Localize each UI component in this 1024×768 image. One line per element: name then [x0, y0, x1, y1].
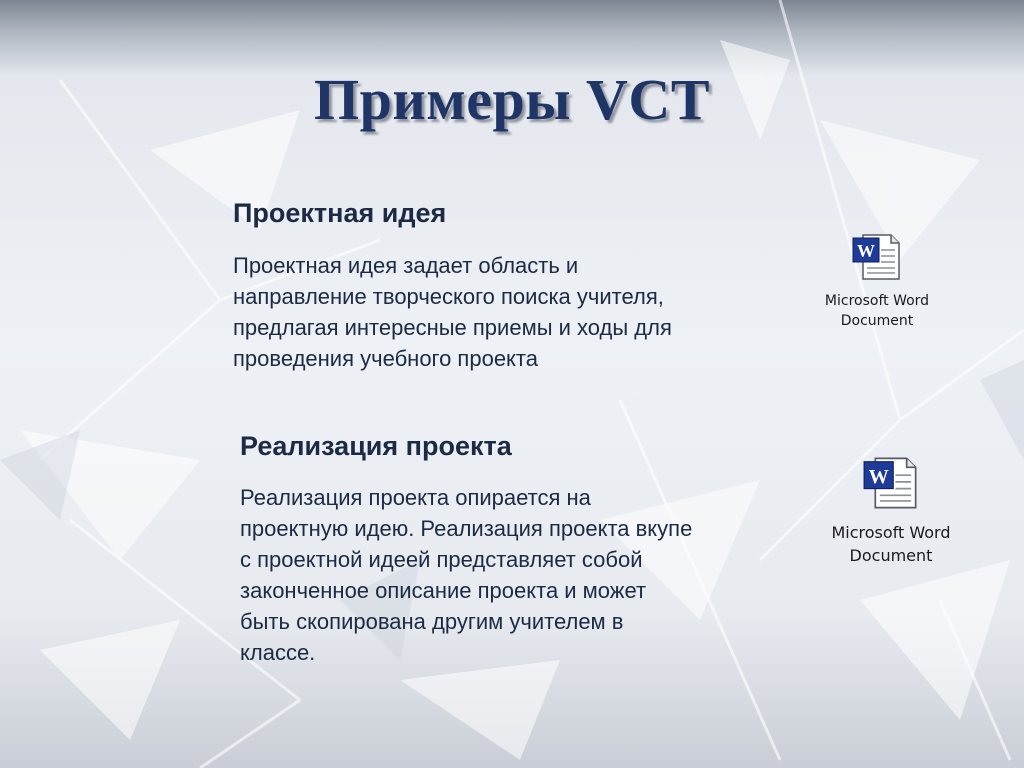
svg-text:W: W: [868, 466, 889, 488]
slide-title: Примеры VCT: [313, 67, 711, 132]
section-text-project-idea: Проектная идея задает область и направление творческого поиска учителя, предлагая интересные приемы и ходы для проведения учебного проекта: [233, 253, 672, 371]
word-document-label: Microsoft Word Document: [824, 293, 930, 329]
section-heading-project-implementation: Реализация проекта: [240, 431, 512, 461]
section-heading-project-idea: Проектная идея: [233, 198, 447, 228]
word-document-attachment[interactable]: [792, 232, 962, 331]
section-text-project-implementation: Реализация проекта опирается на проектную идею. Реализация проекта вкупе с проектной идеей представляет собой законченное описание проекта и может быть скопирована другим учителем в классе.: [240, 485, 693, 665]
word-document-icon: [851, 232, 903, 282]
word-document-attachment[interactable]: [806, 455, 976, 567]
word-document-icon: [861, 455, 921, 511]
word-document-label: Microsoft Word Document: [831, 523, 951, 565]
svg-text:W: W: [857, 241, 875, 261]
